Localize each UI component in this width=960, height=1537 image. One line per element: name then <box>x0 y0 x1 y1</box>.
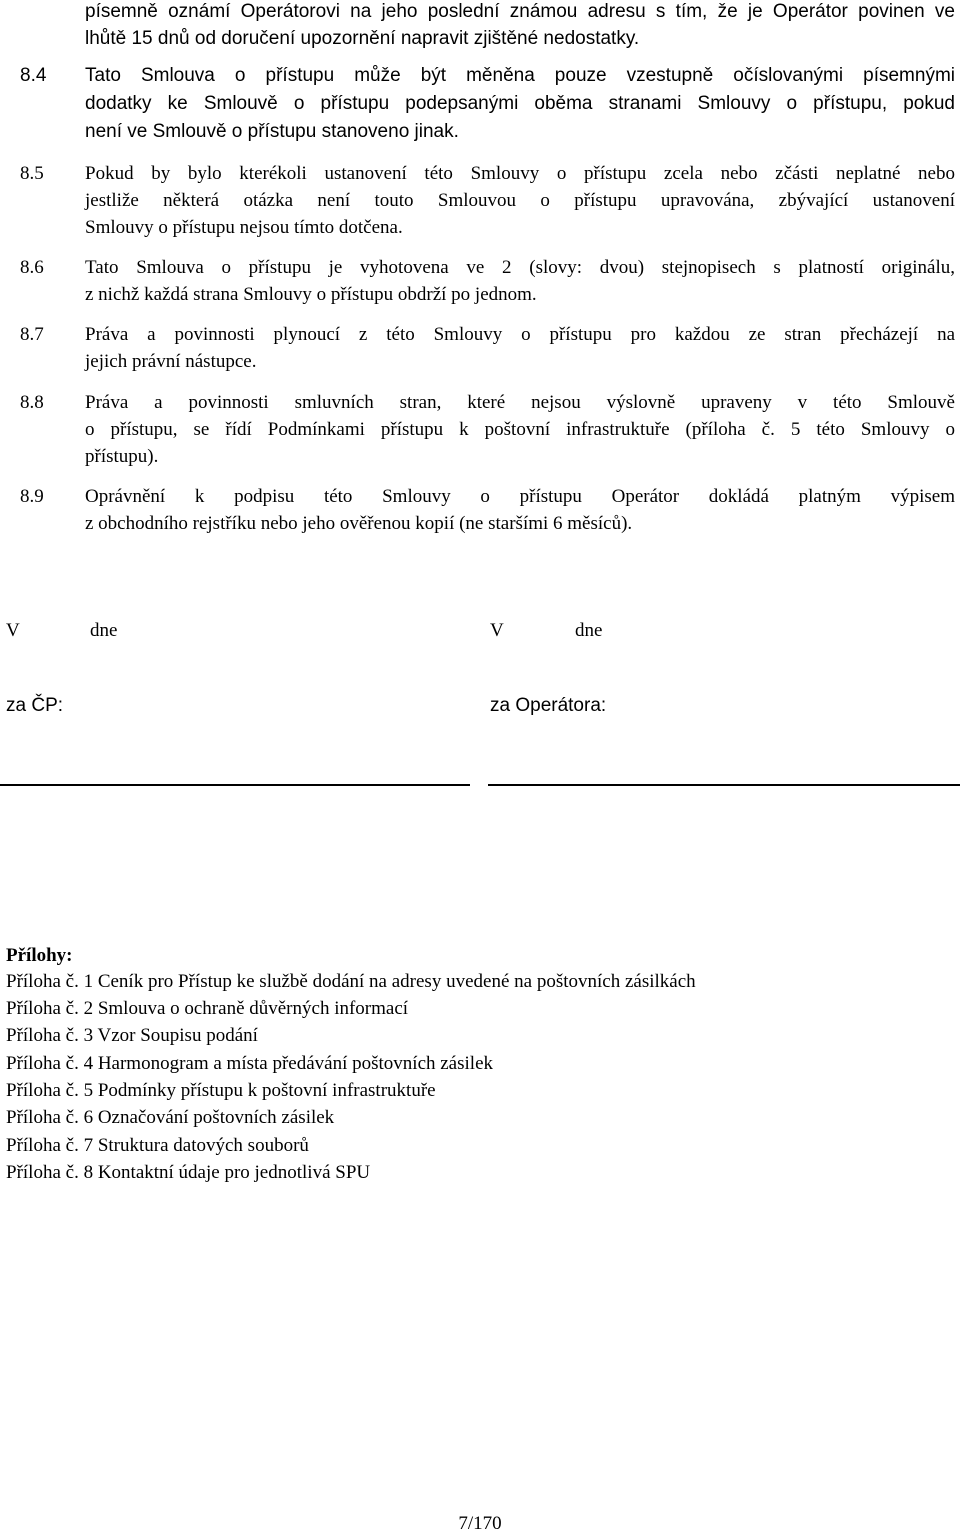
clause-line: přístupu). <box>85 446 159 467</box>
clause-line: z obchodního rejstříku nebo jeho ověřenou kopií (ne staršími 6 měsíců). <box>85 513 633 534</box>
right-date-label: dne <box>575 620 603 641</box>
clause-number: 8.9 <box>20 486 44 507</box>
left-party-label: za ČP: <box>6 695 64 716</box>
clause-line: Smlouvy o přístupu nejsou tímto dotčena. <box>85 217 403 238</box>
page-number: 7/170 <box>458 1513 502 1534</box>
clause-number: 8.4 <box>20 65 47 86</box>
intro-line-2: lhůtě 15 dnů od doručení upozornění napravit zjištěné nedostatky. <box>85 28 640 49</box>
clause-line: není ve Smlouvě o přístupu stanoveno jinak. <box>85 121 459 142</box>
clause-number: 8.6 <box>20 257 44 278</box>
clause-line: jestliže některá otázka není touto Smlouvou o přístupu upravována, zbývající ustanovení <box>85 190 955 211</box>
annex-item: Příloha č. 1 Ceník pro Přístup ke službě dodání na adresy uvedené na poštovních zásilkách <box>6 971 696 992</box>
clause-line: jejich právní nástupce. <box>85 351 257 372</box>
annex-item: Příloha č. 3 Vzor Soupisu podání <box>6 1025 258 1046</box>
left-date-label: dne <box>90 620 118 641</box>
annex-item: Příloha č. 8 Kontaktní údaje pro jednotlivá SPU <box>6 1162 371 1183</box>
clause-line: Pokud by bylo kterékoli ustanovení této Smlouvy o přístupu zcela nebo zčásti neplatné nebo <box>85 163 955 184</box>
clause-number: 8.8 <box>20 392 44 413</box>
clause-line: o přístupu, se řídí Podmínkami přístupu k poštovní infrastruktuře (příloha č. 5 této Smlouvy o <box>85 419 955 440</box>
clause-number: 8.7 <box>20 324 44 345</box>
clause-number: 8.5 <box>20 163 44 184</box>
annex-item: Příloha č. 6 Označování poštovních zásilek <box>6 1107 335 1128</box>
clause-line: Tato Smlouva o přístupu může být měněna pouze vzestupně očíslovanými písemnými <box>85 65 955 86</box>
right-party-label: za Operátora: <box>490 695 607 716</box>
clause-line: z nichž každá strana Smlouvy o přístupu obdrží po jednom. <box>85 284 537 305</box>
left-signature-line <box>0 784 470 786</box>
annex-title: Přílohy: <box>6 945 73 966</box>
intro-line-1: písemně oznámí Operátorovi na jeho poslední známou adresu s tím, že je Operátor povinen ve <box>85 1 955 22</box>
clause-line: Oprávnění k podpisu této Smlouvy o přístupu Operátor dokládá platným výpisem <box>85 486 955 507</box>
clause-line: Práva a povinnosti plynoucí z této Smlouvy o přístupu pro každou ze stran přecházejí na <box>85 324 955 345</box>
clause-line: Práva a povinnosti smluvních stran, které nejsou výslovně upraveny v této Smlouvě <box>85 392 955 413</box>
annex-item: Příloha č. 7 Struktura datových souborů <box>6 1135 309 1156</box>
annex-item: Příloha č. 4 Harmonogram a místa předávání poštovních zásilek <box>6 1053 494 1074</box>
right-signature-line <box>488 784 960 786</box>
annex-item: Příloha č. 5 Podmínky přístupu k poštovní infrastruktuře <box>6 1080 436 1101</box>
clause-line: dodatky ke Smlouvě o přístupu podepsanými oběma stranami Smlouvy o přístupu, pokud <box>85 93 955 114</box>
annex-item: Příloha č. 2 Smlouva o ochraně důvěrných informací <box>6 998 409 1019</box>
right-place-label: V <box>490 620 504 641</box>
clause-line: Tato Smlouva o přístupu je vyhotovena ve 2 (slovy: dvou) stejnopisech s platností originálu, <box>85 257 955 278</box>
left-place-label: V <box>6 620 20 641</box>
